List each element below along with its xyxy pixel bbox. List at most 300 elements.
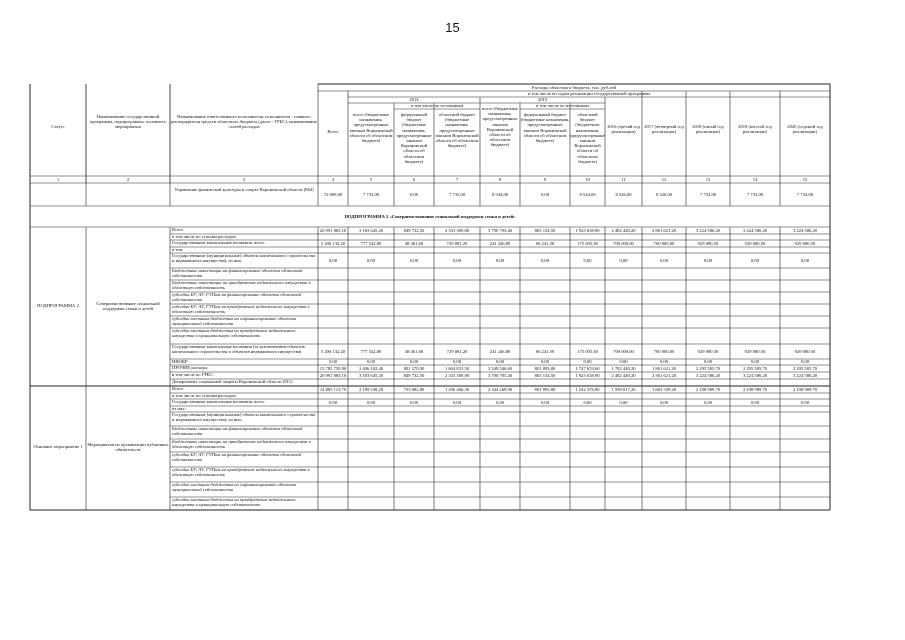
row-value (780, 247, 830, 253)
top-row-value: 7 733,00 (448, 192, 466, 197)
row-value: 0,00 (619, 399, 628, 405)
row-value (605, 307, 642, 313)
row-value: 0,00 (366, 359, 376, 364)
top-row-value: 0,00 (540, 192, 550, 197)
row-value: 865 134,50 (534, 372, 556, 378)
row-value (480, 416, 520, 422)
header-year-2015: 2015 (537, 97, 548, 102)
row-value (686, 393, 730, 399)
row-value (780, 472, 830, 478)
row-value (780, 319, 830, 325)
header-status: Статус (51, 124, 65, 129)
row-value (730, 271, 780, 277)
row-value (605, 501, 642, 507)
row-value (570, 443, 605, 449)
top-row-value: 7 733,00 (362, 192, 380, 197)
row-value: 1 925 658,90 (575, 372, 600, 378)
row-value (434, 443, 480, 449)
row-value (348, 295, 394, 301)
row-value (686, 333, 730, 339)
row-value (780, 295, 830, 301)
row-value: 1 782 440,20 (611, 365, 636, 371)
column-number: 11 (621, 177, 626, 182)
row-value (520, 247, 570, 253)
header-sources-2015: в том числе по источникам (536, 103, 589, 108)
row-value: 0,00 (583, 257, 592, 263)
row-value (394, 295, 434, 301)
row-value (394, 393, 434, 399)
header-2018: 2018 (пятый год реализации) (692, 124, 724, 135)
row-value: 2 198 989,70 (792, 386, 818, 392)
row-value (780, 457, 830, 463)
page-number: 15 (445, 20, 460, 35)
header-col-2014-total: всего (бюджетные назначения, предусмотренные законом Воронежской области об областном бюджете) (349, 112, 393, 144)
row-value: 801 893,00 (534, 365, 556, 371)
row-value (686, 472, 730, 478)
column-number: 9 (543, 177, 547, 182)
row-value (570, 472, 605, 478)
row-value: 0,00 (703, 359, 713, 364)
row-value: 0,00 (452, 257, 462, 263)
row-value: 2 344 269,90 (487, 386, 513, 392)
row-value (394, 501, 434, 507)
row-value: 0,00 (409, 359, 419, 364)
row-value (434, 234, 480, 240)
row-value (348, 247, 394, 253)
row-value (520, 430, 570, 436)
row-value: 929 080,50 (794, 240, 816, 246)
row-value (686, 319, 730, 325)
row-value: 1 590 017,20 (611, 386, 636, 392)
column-number: 4 (331, 177, 335, 182)
row-value (570, 333, 605, 339)
row-value (570, 234, 605, 240)
row-value (642, 283, 686, 289)
row-value (605, 247, 642, 253)
row-value (480, 430, 520, 436)
row-value: 241 246,80 (489, 240, 511, 246)
row-value: 3 183 645,20 (358, 227, 384, 233)
row-value: 3 549 546,60 (487, 365, 513, 371)
row-value: 2 333 309,80 (444, 227, 470, 233)
row-value (605, 430, 642, 436)
header-col-2014-reg: областной бюджет (бюджетные назначения, предусмотренные законом Воронежской области об областном бюджете) (435, 112, 479, 149)
row-value (605, 472, 642, 478)
row-label: Государственные (муниципальные) объекты капитального строительства и недвижимого имущества), из них: (172, 412, 316, 423)
row-value: 0,00 (583, 359, 592, 364)
row-value (780, 416, 830, 422)
header-2020: 2020 (седьмой год реализации) (787, 124, 823, 135)
row-value (394, 283, 434, 289)
row-value (520, 307, 570, 313)
row-value: 2 482 440,20 (611, 372, 636, 378)
column-number: 2 (126, 177, 130, 182)
row-value (520, 457, 570, 463)
row-value (730, 430, 780, 436)
row-label: Бюджетные инвестиции на приобретение недвижимого имущества в областную собственность (172, 280, 311, 291)
row-value (520, 501, 570, 507)
column-number: 3 (242, 177, 246, 182)
row-value: 5 206 132,20 (320, 240, 346, 246)
row-value (605, 487, 642, 493)
row-value: 3 790 793,40 (487, 372, 513, 378)
row-value (348, 501, 394, 507)
row-value (480, 472, 520, 478)
column-number: 10 (585, 177, 590, 182)
row-value (480, 406, 520, 412)
row-value (730, 501, 780, 507)
row-label: Бюджетные инвестиции на приобретение недвижимого имущества в областную собственность (172, 439, 311, 450)
row-value: 849 732,50 (403, 227, 425, 233)
row-value: 2 295 505,70 (792, 365, 818, 371)
row-value: 0,00 (800, 359, 810, 364)
top-row-value: 7 733,00 (699, 192, 717, 197)
row-value: 2 333 309,80 (444, 372, 470, 378)
row-value (394, 380, 434, 386)
row-value (605, 380, 642, 386)
row-value (348, 307, 394, 313)
row-value (434, 416, 480, 422)
row-value (480, 443, 520, 449)
row-value: 2 561 621,20 (651, 372, 677, 378)
column-number: 15 (802, 177, 808, 182)
row-value (318, 271, 348, 277)
row-value (605, 283, 642, 289)
row-value (318, 443, 348, 449)
row-label: Государственные капитальные вложения (за исключением объектов капитального строительства и объектов недвижимого имущества) (172, 344, 305, 355)
row-value (642, 393, 686, 399)
row-value (605, 271, 642, 277)
row-value: 3 224 586,20 (695, 227, 721, 233)
row-value (570, 393, 605, 399)
row-value (605, 416, 642, 422)
row-value: 0,00 (800, 257, 810, 263)
row-value (520, 472, 570, 478)
row-value (348, 234, 394, 240)
row-value (605, 333, 642, 339)
row-value (686, 406, 730, 412)
row-value (730, 416, 780, 422)
row-value: 0,00 (495, 399, 505, 405)
row-label: Департамент социальной защиты Воронежской области (811) (172, 379, 293, 384)
row-value (394, 487, 434, 493)
row-value: 3 224 586,20 (695, 372, 721, 378)
row-label: Государственные (муниципальные) объекты капитального строительства и недвижимого имущества), из них: (172, 253, 316, 264)
row-label: в том числе по статьям расходов: (172, 234, 237, 239)
row-value (318, 393, 348, 399)
top-row-label: Управление физической культуры и спорта Воронежской области (864) (174, 187, 314, 192)
row-value (642, 271, 686, 277)
row-value (686, 283, 730, 289)
row-value (730, 443, 780, 449)
header-col-2015-fed: федеральный бюджет (бюджетные назначения, предусмотренные законом Воронежской области об областном бюджете) (520, 112, 570, 144)
row-value (730, 295, 780, 301)
row-value (394, 430, 434, 436)
row-value (348, 393, 394, 399)
row-value (318, 319, 348, 325)
top-row-value: 7 733,00 (746, 192, 764, 197)
row-value: 865 134,50 (534, 227, 556, 233)
row-value (520, 443, 570, 449)
row-label: субсидии БУ, АУ, ГУПам на финансирование объектов областной собственности (172, 292, 302, 303)
row-value: 48 461,60 (404, 348, 424, 354)
row-value (570, 406, 605, 412)
row-label: Бюджетные инвестиции на финансирование объектов областной собственности (172, 426, 303, 437)
row-label: в том числе по статьям расходов: (172, 393, 237, 398)
row-value (730, 319, 780, 325)
row-value (570, 501, 605, 507)
row-value: 700 000,00 (653, 348, 675, 354)
column-number: 12 (661, 177, 667, 182)
row-value (642, 295, 686, 301)
row-value (318, 430, 348, 436)
row-value (570, 319, 605, 325)
row-value (520, 283, 570, 289)
row-value: 0,00 (452, 399, 462, 405)
header-executor: Наименование ответственного исполнителя, исполнителя - главного распорядителя средств областного бюджета (далее - ГРБС), наименование статей расходов (171, 114, 317, 130)
column-number: 14 (752, 177, 758, 182)
row-value (780, 271, 830, 277)
row-value: 2 198 989,70 (695, 386, 721, 392)
row-value: 0,00 (800, 399, 810, 405)
row-label: Бюджетные инвестиции на финансирование объектов областной собственности (172, 268, 303, 279)
row-value (780, 501, 830, 507)
row-value (318, 295, 348, 301)
row-value: 5 206 132,20 (320, 348, 346, 354)
column-number: 13 (705, 177, 711, 182)
row-value: 2 295 505,70 (742, 365, 768, 371)
row-label: из них: (172, 406, 186, 411)
row-value (642, 501, 686, 507)
row-value (570, 430, 605, 436)
row-value (394, 472, 434, 478)
row-value (642, 333, 686, 339)
row-value (394, 234, 434, 240)
row-label: субсидии местным бюджетам на приобретение недвижимого имущества в муниципальную собственность (172, 497, 296, 508)
block-status: Основное мероприятие 1 (33, 444, 83, 449)
row-value: 1 542 376,90 (575, 386, 600, 392)
row-value: 1 604 831,50 (444, 365, 470, 371)
row-value (642, 443, 686, 449)
row-value: 3 224 586,20 (792, 227, 818, 233)
row-value (434, 271, 480, 277)
row-value (780, 380, 830, 386)
row-value: 929 080,50 (697, 348, 719, 354)
row-label: субсидии местным бюджетам на приобретение недвижимого имущества в муниципальную собственность (172, 328, 296, 339)
row-value (434, 472, 480, 478)
row-value (318, 380, 348, 386)
header-col-2015-total: всего (бюджетные назначения, предусмотренные законом Воронежской области об областном бюджете) (482, 106, 518, 148)
row-value (730, 406, 780, 412)
row-value (434, 457, 480, 463)
row-value (394, 247, 434, 253)
row-value (480, 247, 520, 253)
row-value (780, 487, 830, 493)
row-value (520, 333, 570, 339)
row-value: 0,00 (409, 257, 419, 263)
row-value: 1 436 466,30 (444, 386, 470, 392)
row-value: 0,00 (750, 257, 760, 263)
row-value (686, 457, 730, 463)
top-row-value: 8 326,00 (655, 192, 673, 197)
row-value: 1 747 653,60 (575, 365, 600, 371)
row-value: 700 000,00 (613, 348, 634, 354)
row-value (686, 295, 730, 301)
row-value: 1 925 658,90 (575, 227, 600, 233)
subprogram-title: ПОДПРОГРАММА 2 «Совершенствование социальной поддержки семьи и детей» (344, 214, 516, 219)
column-number: 8 (498, 177, 502, 182)
row-value (394, 443, 434, 449)
row-value (480, 380, 520, 386)
row-value (318, 457, 348, 463)
row-value (520, 393, 570, 399)
row-value (348, 457, 394, 463)
column-number: 7 (455, 177, 459, 182)
header-expenses: Расходы областного бюджета, тыс. руб.лей (532, 85, 616, 90)
row-value: 2 861 621,20 (651, 227, 677, 233)
row-value (686, 247, 730, 253)
row-value (318, 406, 348, 412)
row-value (434, 487, 480, 493)
row-value (318, 234, 348, 240)
row-value: 700 000,00 (613, 240, 634, 246)
row-value (686, 487, 730, 493)
row-value (686, 430, 730, 436)
row-value (686, 271, 730, 277)
row-value: 15 785 750,90 (319, 365, 347, 371)
row-value: 777 542,80 (360, 348, 382, 354)
top-row-value: 8 544,00 (491, 192, 509, 197)
row-value: 175 005,30 (577, 240, 598, 246)
row-value (434, 247, 480, 253)
header-incl-years: в том числе по годам реализации государственной программы (528, 91, 650, 96)
row-value: 0,00 (540, 359, 550, 364)
row-value: 0,00 (659, 359, 669, 364)
row-value (605, 406, 642, 412)
row-value (520, 380, 570, 386)
row-value: 0,00 (619, 359, 628, 364)
row-value: 0,00 (366, 257, 376, 263)
row-value: 3 224 586,20 (792, 372, 818, 378)
row-value: 777 542,80 (360, 240, 382, 246)
row-value (318, 416, 348, 422)
row-value (348, 380, 394, 386)
row-value (394, 457, 434, 463)
row-value (605, 295, 642, 301)
row-value (318, 333, 348, 339)
row-value: 0,00 (495, 257, 505, 263)
header-2019: 2019 (шестой год реализации) (738, 124, 772, 135)
row-value (394, 307, 434, 313)
row-value (480, 283, 520, 289)
row-value (434, 380, 480, 386)
row-value (570, 283, 605, 289)
row-value (318, 472, 348, 478)
row-value: 729 081,20 (446, 240, 468, 246)
row-value (520, 319, 570, 325)
row-value (642, 247, 686, 253)
row-value: 2 295 505,70 (695, 365, 721, 371)
row-value (348, 271, 394, 277)
row-value: 14 885 113,70 (319, 386, 347, 392)
row-value (686, 443, 730, 449)
row-value (434, 333, 480, 339)
row-value (434, 307, 480, 313)
row-value: 700 000,00 (653, 240, 675, 246)
row-value (642, 430, 686, 436)
row-value (642, 472, 686, 478)
row-label: субсидии БУ, АУ, ГУПам на финансирование объектов областной собственности (172, 452, 302, 463)
row-value (348, 333, 394, 339)
row-value: 0,00 (540, 399, 550, 405)
row-value (434, 393, 480, 399)
row-value (730, 247, 780, 253)
top-row-value: 8 326,00 (615, 192, 632, 197)
row-value: 0,00 (366, 399, 376, 405)
row-value (434, 295, 480, 301)
row-label: в том (172, 247, 183, 252)
row-value: 1 861 621,20 (651, 365, 677, 371)
row-value (780, 307, 830, 313)
header-col-2015-reg: областной бюджет (бюджетные назначения, предусмотренные законом Воронежской области об областном бюджете) (570, 112, 605, 164)
top-row-value: 8 544,00 (579, 192, 596, 197)
header-sources-2014: в том числе по источникам (410, 103, 464, 108)
row-value (730, 234, 780, 240)
row-value (348, 283, 394, 289)
row-value (394, 333, 434, 339)
row-value: 0,00 (409, 399, 419, 405)
row-value: 20 991 883,10 (319, 227, 347, 233)
row-value: 2 189 549,20 (358, 386, 384, 392)
row-value (480, 501, 520, 507)
row-label: Всего (172, 227, 184, 232)
row-value (570, 307, 605, 313)
row-value (730, 457, 780, 463)
top-row-value: 72 809,00 (323, 192, 343, 197)
row-value (520, 406, 570, 412)
row-value: 3 183 645,20 (358, 372, 384, 378)
row-value (394, 416, 434, 422)
row-value (520, 295, 570, 301)
row-value (480, 333, 520, 339)
row-value: 175 005,30 (577, 348, 598, 354)
row-value (348, 430, 394, 436)
row-value (318, 307, 348, 313)
row-value (730, 333, 780, 339)
row-value: 0,00 (659, 399, 669, 405)
row-label: НИОКР (172, 359, 188, 364)
row-value (642, 416, 686, 422)
row-value: 3 790 793,40 (487, 227, 513, 233)
row-value (780, 430, 830, 436)
row-value: 929 080,50 (744, 240, 766, 246)
row-value (780, 234, 830, 240)
row-value (605, 443, 642, 449)
row-value (642, 234, 686, 240)
row-value (605, 457, 642, 463)
row-value (348, 487, 394, 493)
row-value: 0,00 (328, 399, 338, 405)
row-value: 2 406 102,40 (358, 365, 384, 371)
row-value (730, 393, 780, 399)
row-value (394, 319, 434, 325)
top-row-value: 0,00 (409, 192, 419, 197)
row-value (570, 380, 605, 386)
row-value: 929 080,50 (794, 348, 816, 354)
row-value (780, 406, 830, 412)
row-value (642, 319, 686, 325)
row-value (348, 416, 394, 422)
